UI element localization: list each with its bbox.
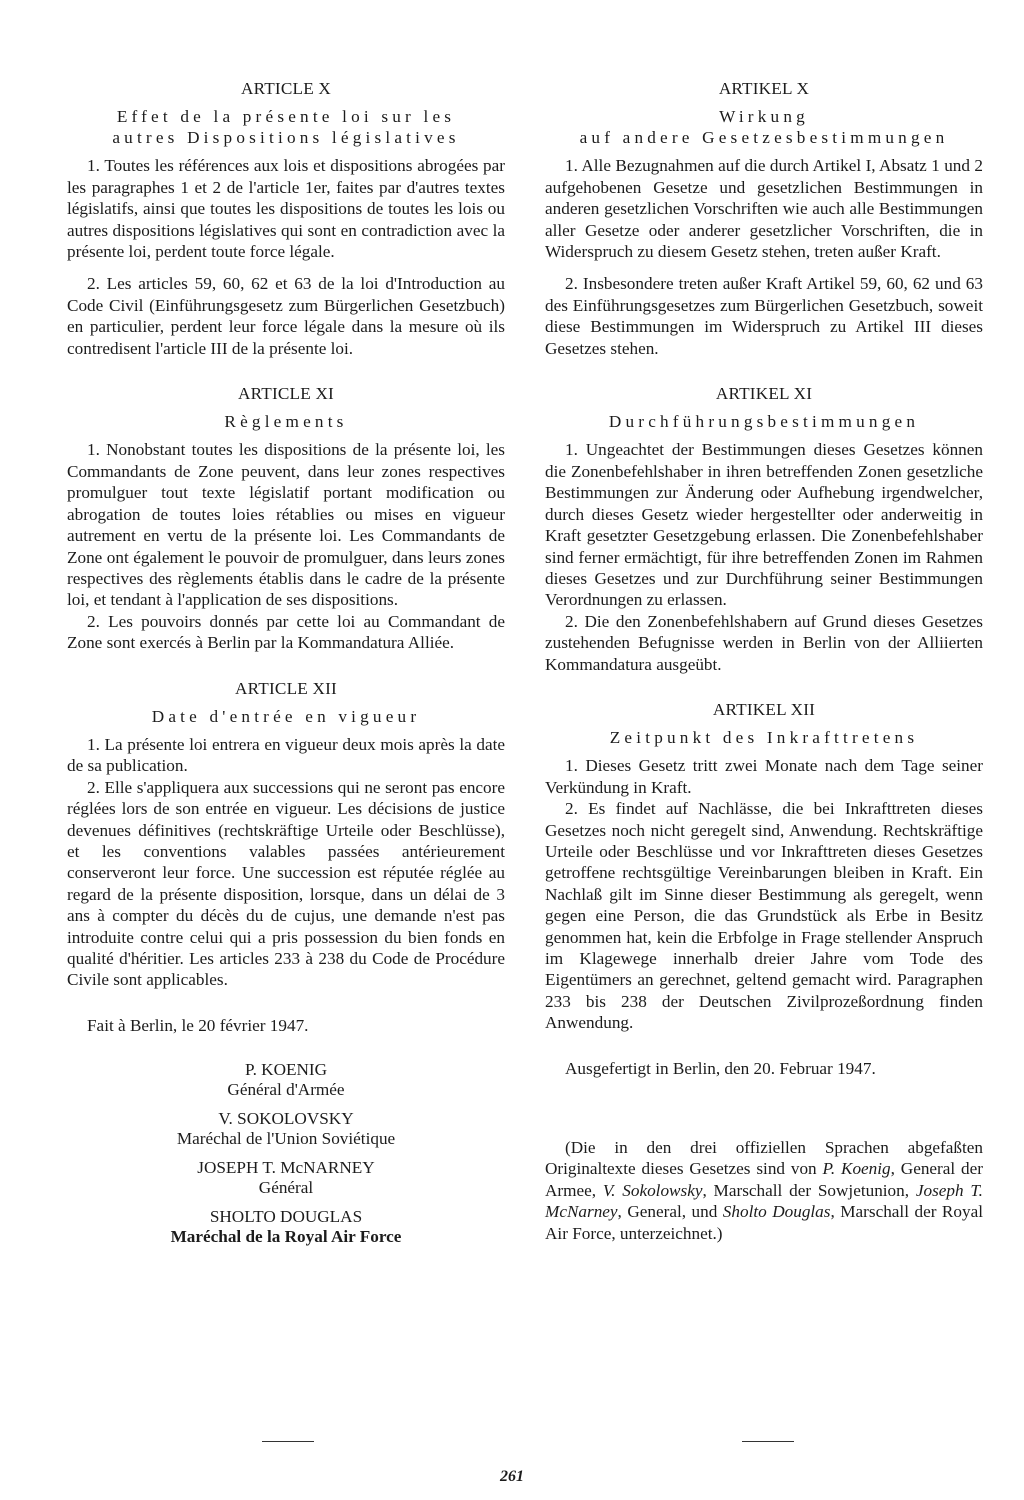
french-column	[67, 78, 505, 1247]
signatory-title: Maréchal de l'Union Soviétique	[176, 1129, 396, 1149]
paragraph: 1. Alle Bezugnahmen auf die durch Artikel I, Absatz 1 und 2 aufgehobenen Gesetze und gesetzlichen Bestimmungen in anderen gesetzlichen Vorschriften wie auch alle Bestimmungen aller Gesetze oder anderer gesetzlicher Vorschriften, die in Widerspruch zu diesem Gesetz stehen, treten außer Kraft.	[545, 156, 983, 262]
article-subheading: autres Dispositions législatives	[112, 128, 460, 148]
signatory-name: P. KOENIG	[244, 1060, 328, 1080]
end-rule	[262, 1441, 314, 1442]
article-heading: ARTIKEL X	[718, 79, 810, 98]
article-subheading: Zeitpunkt des Inkrafttretens	[609, 728, 919, 748]
signatory-name: V. Sokolowsky	[602, 1180, 703, 1200]
paragraph: 1. Nonobstant toutes les dispositions de la présente loi, les Commandants de Zone peuvent, dans leur zones respectives promulguer tout texte législatif portant modification ou abrogation de toutes loies rétablies ou mises en vigueur autrement en vertu de la présente loi. Les Commandants de Zone ont également le pouvoir de promulguer, dans leurs zones respectives des règlements établis dans le cadre de la présente loi, et tendant à l'application de ses dispositions.	[67, 440, 505, 610]
article-subheading: Durchführungsbestimmungen	[608, 412, 920, 432]
paragraph: 2. Es findet auf Nachlässe, die bei Inkrafttreten dieses Gesetzes noch nicht geregelt sind, Anwendung. Rechtskräftige Urteile oder Beschlüsse und vor Inkrafttreten dieses Gesetzes getroffene rechtsgültige Vereinbarungen bleiben in Kraft. Ein Nachlaß gilt im Sinne dieser Bestimmung als geregelt, wenn gegen eine Person, die das Grundstück als Erbe in Besitz genommen hat, kein die Erbfolge in Frage stellender Anspruch im Klagewege innerhalb dreier Jahre vom Tode des Eigentümers an gerechnet, geltend gemacht wird. Paragraphen 233 bis 238 der Deutschen Zivilprozeßordnung finden Anwendung.	[545, 799, 983, 1033]
signatory-name: Joseph T. McNarney	[545, 1180, 983, 1222]
german-column	[545, 78, 983, 1244]
page-number: 261	[500, 1468, 524, 1485]
place-date: Ausgefertigt in Berlin, den 20. Februar 1947.	[565, 1058, 876, 1078]
signatory-note: (Die in den drei offiziellen Sprachen abgefaßten Originaltexte dieses Gesetzes sind von P. Koenig, General der Armee, V. Sokolowsky, Marschall der Sowjetunion, Joseph T. McNarney, General, und Sholto Douglas, Marschall der Royal Air Force, unterzeichnet.)	[545, 1138, 983, 1243]
paragraph: 1. La présente loi entrera en vigueur deux mois après la date de sa publication.	[67, 734, 505, 776]
signatory-title: Maréchal de la Royal Air Force	[170, 1227, 402, 1247]
article-heading: ARTIKEL XII	[712, 699, 816, 719]
signatory-name: JOSEPH T. McNARNEY	[197, 1158, 375, 1178]
article-heading: ARTIKEL XI	[715, 384, 813, 404]
article-heading: ARTICLE X	[240, 79, 332, 98]
article-heading: ARTICLE XII	[235, 678, 337, 698]
paragraph: 2. Elle s'appliquera aux successions qui ne seront pas encore réglées lors de son entrée en vigueur. Les décisions de justice devenues définitives (rechtskräftige Urteile oder Beschlüsse), et les conventions valables passées antérieurement conserveront leur force. Une succession est réputée réglée au regard de la présente disposition, lorsque, dans un délai de 3 ans à compter du décès du de cujus, une demande n'est pas introduite contre celui qui a pris possession du bien fonds en qualité d'héritier. Les articles 233 à 238 du Code de Procédure Civile sont applicables.	[67, 777, 505, 990]
article-subheading: Règlements	[224, 412, 348, 432]
article-subheading: auf andere Gesetzesbestimmungen	[579, 128, 949, 148]
paragraph: 2. Die den Zonenbefehlshabern auf Grund dieses Gesetzes zustehenden Befugnisse werden in Berlin von der Alliierten Kommandatura ausgeübt.	[545, 611, 983, 674]
paragraph: 1. Toutes les références aux lois et dispositions abrogées par les paragraphes 1 et 2 de l'article 1er, faites par d'autres textes législatifs, ainsi que toutes les dispositions de toutes les lois ou autres dispositions législatives qui sont en contradiction avec la présente loi, perdent toute force légale.	[67, 156, 505, 262]
signatory-name: SHOLTO DOUGLAS	[209, 1207, 363, 1227]
signatory-name: Sholto Douglas	[722, 1202, 831, 1222]
article-subheading: Effet de la présente loi sur les	[116, 107, 456, 127]
article-heading: ARTICLE XI	[238, 384, 334, 404]
article-subheading: Date d'entrée en vigueur	[151, 706, 421, 726]
signatory-title: Général d'Armée	[227, 1080, 345, 1100]
end-rule	[742, 1441, 794, 1442]
paragraph: 2. Les pouvoirs donnés par cette loi au Commandant de Zone sont exercés à Berlin par la Kommandatura Alliée.	[67, 611, 505, 653]
article-subheading: Wirkung	[719, 107, 809, 127]
paragraph: 1. Ungeachtet der Bestimmungen dieses Gesetzes können die Zonenbefehlshaber in ihren betreffenden Zonen gesetzliche Bestimmungen zur Änderung oder Aufhebung irgendwelcher, durch dieses Gesetz wieder hergestellter oder anderweitig in Kraft gesetzter Gesetzgebung erlassen. Die Zonenbefehlshaber sind ferner ermächtigt, für ihre betreffenden Zonen im Rahmen dieses Gesetzes und zur Durchführung seiner Bestimmungen Verordnungen zu erlassen.	[545, 440, 983, 610]
paragraph: 2. Les articles 59, 60, 62 et 63 de la loi d'Introduction au Code Civil (Einführungsgesetz zum Bürgerlichen Gesetzbuch) en particulier, perdent leur force légale dans la mesure où ils contredisent l'article III de la présente loi.	[67, 274, 505, 358]
signature-block	[67, 1060, 505, 1247]
paragraph: 1. Dieses Gesetz tritt zwei Monate nach dem Tage seiner Verkündung in Kraft.	[545, 756, 983, 797]
signatory-title: Général	[258, 1178, 314, 1198]
place-date: Fait à Berlin, le 20 février 1947.	[87, 1015, 309, 1035]
signatory-name: V. SOKOLOVSKY	[218, 1109, 354, 1129]
paragraph: 2. Insbesondere treten außer Kraft Artikel 59, 60, 62 und 63 des Einführungsgesetzes zum Bürgerlichen Gesetzbuch, soweit diese Bestimmungen im Widerspruch zu Artikel III dieses Gesetzes stehen.	[545, 274, 983, 358]
signatory-name: P. Koenig	[822, 1159, 891, 1179]
